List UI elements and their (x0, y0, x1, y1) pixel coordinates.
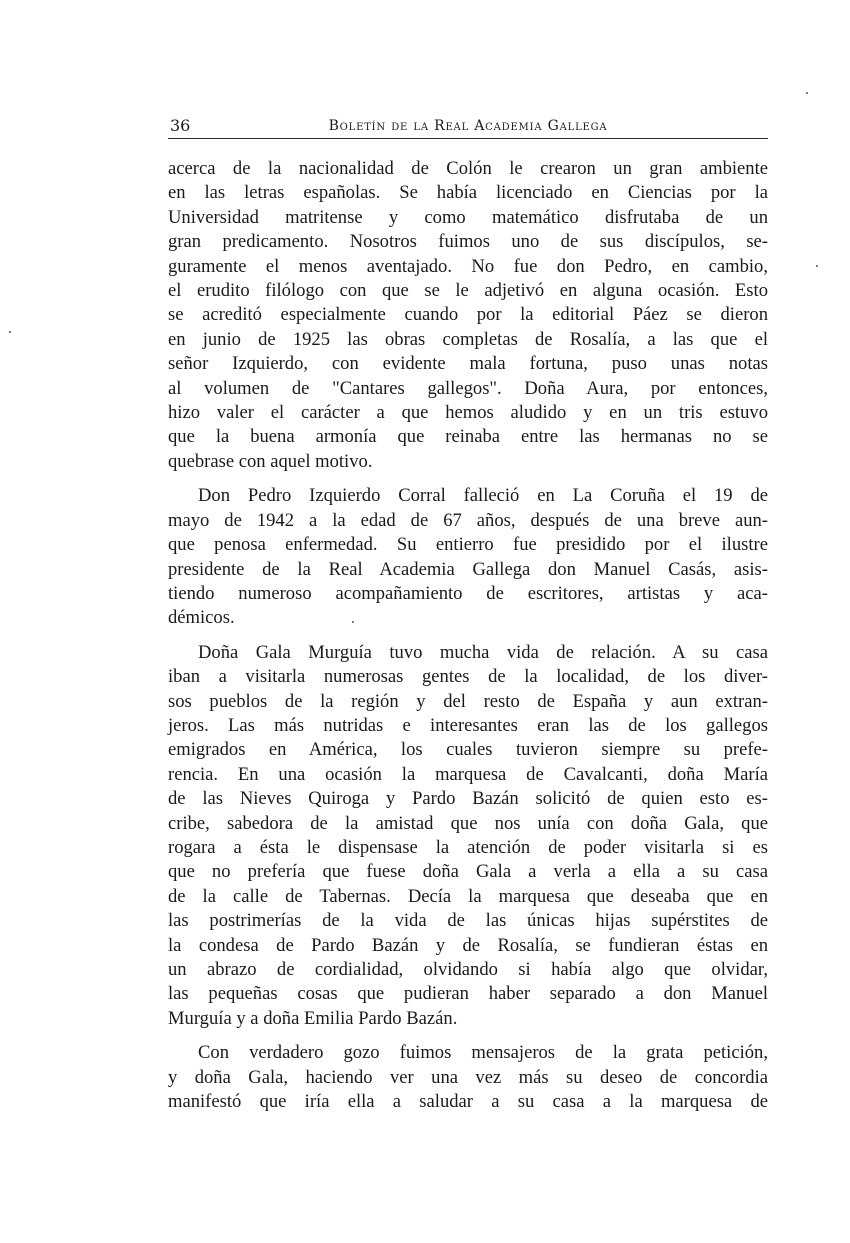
text-line: en junio de 1925 las obras completas de Rosalía, a las que el (168, 328, 768, 350)
paragraph-3 (168, 641, 768, 1032)
text-line: las postrimerías de la vida de las únicas hijas supérstites de (168, 910, 768, 932)
text-line: un abrazo de cordialidad, olvidando si había algo que olvidar, (168, 959, 768, 980)
text-line: que penosa enfermedad. Su entierro fue presidido por el ilustre (168, 534, 768, 556)
text-line: Don Pedro Izquierdo Corral falleció en La Coruña el 19 de (198, 485, 768, 507)
text-line: que la buena armonía que reinaba entre las hermanas no se (168, 426, 768, 448)
text-line: manifestó que iría ella a saludar a su casa a la marquesa de (168, 1091, 768, 1113)
text-line: de las Nieves Quiroga y Pardo Bazán solicitó de quien esto es- (168, 788, 768, 810)
text-line: cribe, sabedora de la amistad que nos unía con doña Gala, que (168, 812, 768, 834)
scan-speck (9, 331, 11, 333)
paragraph-4 (168, 1041, 768, 1114)
text-line: acerca de la nacionalidad de Colón le crearon un gran ambiente (168, 158, 768, 179)
text-line: Universidad matritense y como matemático disfrutaba de un (168, 206, 768, 228)
text-line: quebrase con aquel motivo. (168, 450, 373, 472)
text-line: tiendo numeroso acompañamiento de escritores, artistas y aca- (168, 582, 768, 604)
text-line: presidente de la Real Academia Gallega don Manuel Casás, asis- (168, 558, 768, 580)
text-line: que no prefería que fuese doña Gala a verla a ella a su casa (168, 861, 768, 883)
text-line: gran predicamento. Nosotros fuimos uno de sus discípulos, se- (168, 231, 768, 253)
text-line: guramente el menos aventajado. No fue don Pedro, en cambio, (168, 255, 768, 277)
paragraph-2 (168, 484, 768, 630)
text-line: mayo de 1942 a la edad de 67 años, después de una breve aun- (168, 509, 768, 531)
text-line: Doña Gala Murguía tuvo mucha vida de relación. A su casa (198, 641, 768, 663)
text-line: la condesa de Pardo Bazán y de Rosalía, se fundieran éstas en (168, 934, 768, 956)
text-line: Murguía y a doña Emilia Pardo Bazán. (168, 1007, 458, 1029)
text-line: y doña Gala, haciendo ver una vez más su deseo de concordia (168, 1066, 768, 1088)
text-line: Con verdadero gozo fuimos mensajeros de la grata petición, (198, 1042, 768, 1064)
body-text (168, 157, 768, 1124)
text-line: iban a visitarla numerosas gentes de la localidad, de los diver- (168, 666, 768, 688)
text-line: sos pueblos de la región y del resto de España y aun extran- (168, 690, 768, 712)
running-header (168, 114, 768, 139)
text-line: jeros. Las más nutridas e interesantes eran las de los gallegos (168, 714, 768, 736)
text-line: emigrados en América, los cuales tuvieron siempre su prefe- (168, 739, 768, 761)
text-line: de la calle de Tabernas. Decía la marquesa que deseaba que en (168, 885, 768, 907)
text-line: hizo valer el carácter a que hemos aludido y en un tris estuvo (168, 402, 768, 424)
text-line: se acreditó especialmente cuando por la editorial Páez se dieron (168, 304, 768, 326)
text-line: al volumen de "Cantares gallegos". Doña Aura, por entonces, (168, 377, 768, 399)
text-line: señor Izquierdo, con evidente mala fortuna, puso unas notas (168, 353, 768, 375)
scan-speck (816, 265, 818, 267)
text-line: rencia. En una ocasión la marquesa de Cavalcanti, doña María (168, 763, 768, 785)
page-number: 36 (170, 116, 191, 135)
text-line: las pequeñas cosas que pudieran haber separado a don Manuel (168, 983, 768, 1005)
scan-speck (806, 92, 808, 94)
journal-title: Boletín de la Real Academia Gallega (328, 118, 608, 134)
text-line: rogara a ésta le dispensase la atención de poder visitarla si es (168, 836, 768, 858)
text-line: en las letras españolas. Se había licenciado en Ciencias por la (168, 182, 768, 204)
scan-speck (352, 621, 354, 623)
text-line: el erudito filólogo con que se le adjetivó en alguna ocasión. Esto (168, 280, 768, 302)
paragraph-1 (168, 157, 768, 474)
text-line: démicos. (168, 607, 235, 629)
